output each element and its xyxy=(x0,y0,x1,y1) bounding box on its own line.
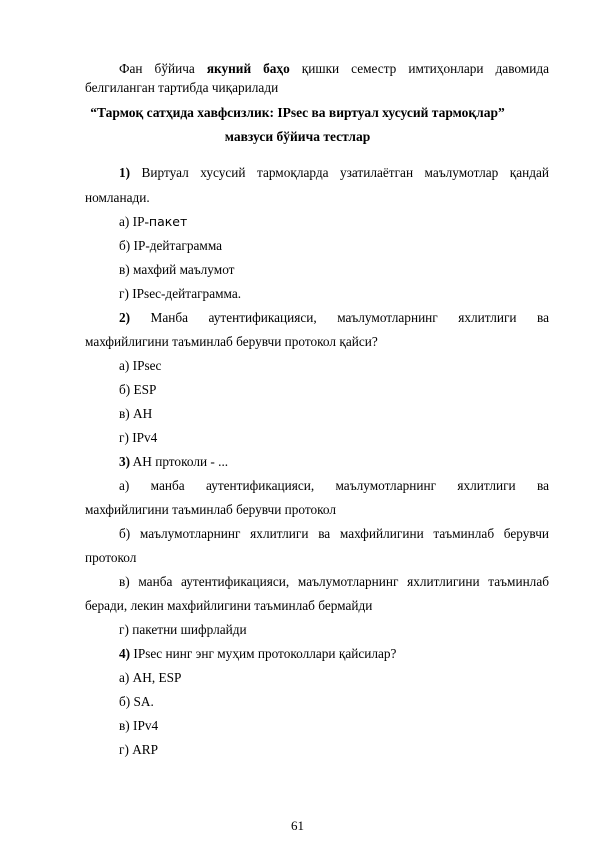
question-2-option-b: б) ESP xyxy=(119,382,157,397)
question-4-option-a: а) AH, ESP xyxy=(119,670,182,685)
question-number: 1) xyxy=(119,165,131,180)
question-4-line-1: 4) IPsec нинг энг муҳим протоколлари қайсилар? xyxy=(119,646,397,661)
question-2-option-d: г) IPv4 xyxy=(119,430,158,445)
question-4-option-c: в) IPv4 xyxy=(119,718,159,733)
page-number: 61 xyxy=(291,818,304,833)
question-4-option-b: б) SA. xyxy=(119,694,154,709)
question-number: 4) xyxy=(119,646,131,661)
question-1-option-d: г) IPsec-дейтаграмма. xyxy=(119,286,242,301)
question-3-option-d: г) пакетни шифрлайди xyxy=(119,622,247,637)
question-2-option-c: в) AH xyxy=(119,406,153,421)
question-number: 3) xyxy=(119,454,131,469)
question-3-option-a-line-1: а) манба аутентификацияси, маълумотларнинг яхлитлиги ва xyxy=(119,478,549,493)
question-4-option-d: г) ARP xyxy=(119,742,159,757)
question-3-option-b-line-1: б) маълумотларнинг яхлитлиги ва махфийлигини таъминлаб берувчи xyxy=(119,526,549,541)
intro-emphasis: якуний баҳо xyxy=(206,61,290,76)
question-2-line-1: 2) Манба аутентификацияси, маълумотларнинг яхлитлиги ва xyxy=(119,310,549,325)
test-title-line-1: “Тармоқ сатҳида хавфсизлик: IPsec ва виртуал хусусий тармоқлар” xyxy=(90,105,505,120)
intro-line-2: белгиланган тартибда чиқарилади xyxy=(85,80,279,95)
question-1-line-2: номланади. xyxy=(85,190,150,205)
question-1-option-a: а) IP-пакет xyxy=(119,214,188,229)
question-3-line-1: 3) AH пртоколи - ... xyxy=(119,454,229,469)
question-number: 2) xyxy=(119,310,131,325)
question-2-option-a: а) IPsec xyxy=(119,358,162,373)
intro-line-1: Фан бўйича якуний баҳо қишки семестр имтиҳонлари давомида xyxy=(119,61,549,76)
question-3-option-c-line-1: в) манба аутентификацияси, маълумотларнинг яхлитлигини таъминлаб xyxy=(119,574,549,589)
test-title-line-2: мавзуси бўйича тестлар xyxy=(224,129,371,144)
question-2-line-2: махфийлигини таъминлаб берувчи протокол қайси? xyxy=(85,334,378,349)
question-1-line-1: 1) Виртуал хусусий тармоқларда узатилаётган маълумотлар қандай xyxy=(119,165,550,180)
question-3-option-a-line-2: махфийлигини таъминлаб берувчи протокол xyxy=(85,502,337,517)
question-3-option-b-line-2: протокол xyxy=(85,550,137,565)
question-3-option-c-line-2: беради, лекин махфийлигини таъминлаб бермайди xyxy=(85,598,373,613)
question-1-option-b: б) IP-дейтаграмма xyxy=(119,238,223,253)
question-1-option-c: в) махфий маълумот xyxy=(119,262,235,277)
